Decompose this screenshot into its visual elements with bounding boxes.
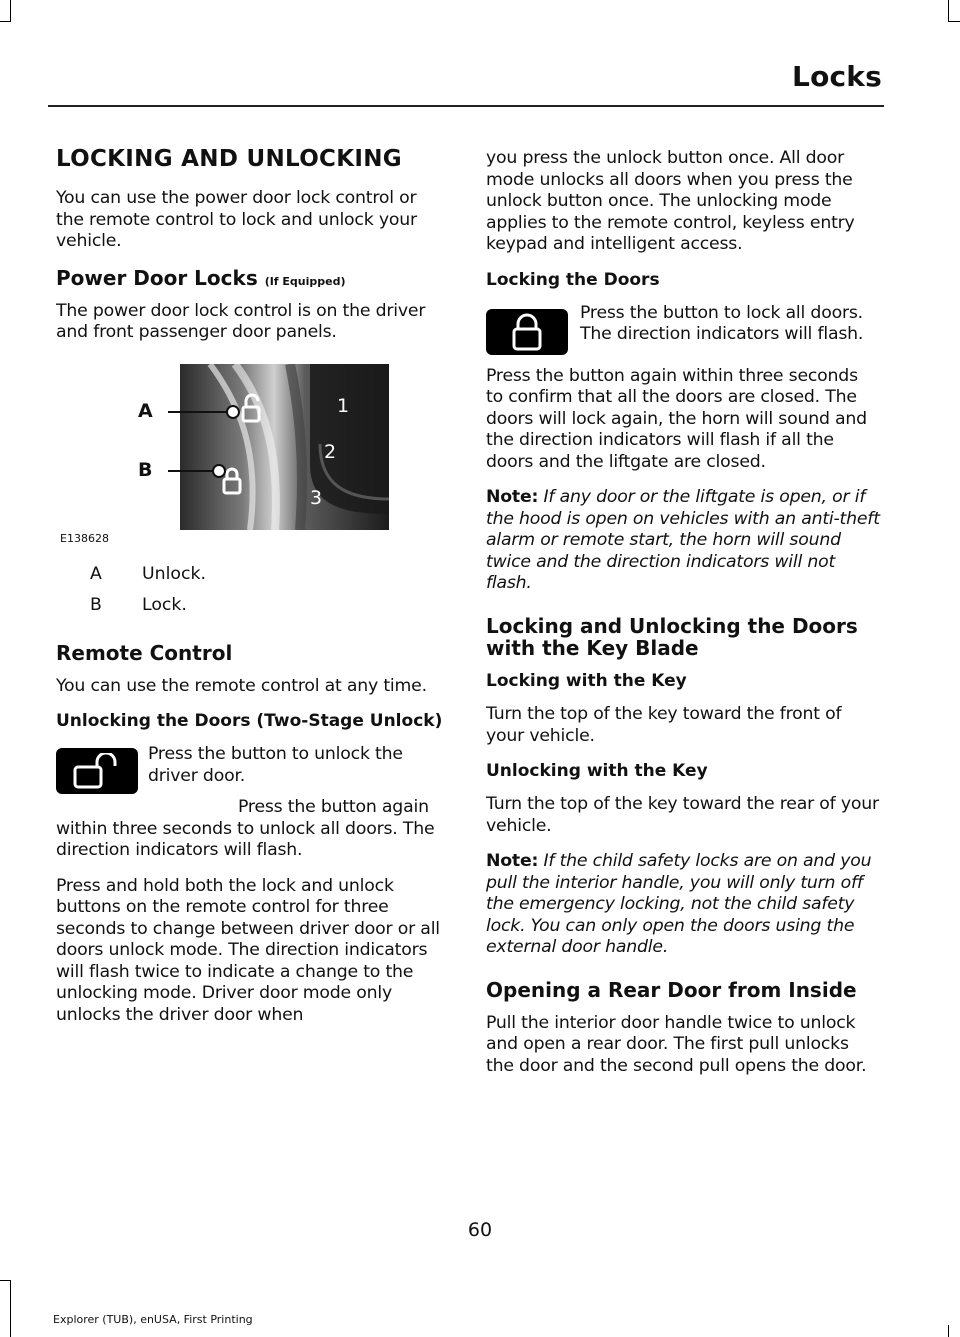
intro-paragraph: You can use the power door lock control or the remote control to lock and unlock your vehicle. — [56, 188, 417, 251]
remote-paragraph: You can use the remote control at any time. — [56, 675, 427, 696]
note-1 — [486, 487, 880, 595]
figure-number-2: 2 — [324, 440, 337, 463]
figure-label-b: B — [138, 458, 153, 481]
unlock-paragraph-1: Press the button to unlock the driver door. — [148, 744, 403, 786]
crop-mark-top-right-v — [948, 0, 949, 22]
footer-edition: Explorer (TUB), enUSA, First Printing — [53, 1313, 253, 1326]
crop-mark-bottom-right-v — [948, 1325, 949, 1337]
door-panel-photo — [180, 364, 389, 530]
legend-row-b — [56, 595, 448, 616]
figure-label-a: A — [138, 399, 153, 422]
lock-padlock-icon — [507, 312, 547, 352]
heading-opening-rear-door: Opening a Rear Door from Inside — [486, 977, 857, 1002]
crop-mark-bottom-left-h — [0, 1280, 10, 1281]
legend-key-a: A — [90, 563, 102, 584]
heading-key-blade: Locking and Unlocking the Doors with the Key Blade — [486, 613, 858, 660]
figure-number-1: 1 — [337, 394, 350, 417]
heading-power-door-locks — [56, 267, 448, 289]
lock-button-image — [486, 309, 568, 355]
legend-row-a — [56, 564, 448, 585]
header-rule — [48, 105, 884, 107]
heading-locking-doors: Locking the Doors — [486, 269, 660, 290]
unlock-button-image — [56, 748, 138, 794]
note-2-label: Note: — [486, 851, 539, 872]
callout-line-b — [168, 470, 218, 472]
figure-code: E138628 — [60, 531, 109, 545]
unlock-continued-paragraph: you press the unlock button once. All door mode unlocks all doors when you press the unlock button once. The unlocking mode applies to the remote control, keyless entry keypad and intelligent access. — [486, 148, 855, 254]
lock-text — [580, 303, 880, 356]
if-equipped-note: (If Equipped) — [264, 274, 346, 288]
heading-locking-with-key: Locking with the Key — [486, 670, 687, 691]
crop-mark-top-left-h — [0, 21, 10, 22]
legend-value-a: Unlock. — [142, 563, 206, 584]
unlock-padlock-icon — [71, 753, 123, 789]
rear-door-paragraph: Pull the interior door handle twice to unlock and open a rear door. The first pull unlocks the door and the second pull opens the door. — [486, 1012, 867, 1076]
lock-key-paragraph: Turn the top of the key toward the front of your vehicle. — [486, 704, 842, 746]
note-1-label: Note: — [486, 487, 539, 508]
callout-dot-a — [226, 405, 240, 419]
crop-mark-top-left-v — [10, 0, 11, 22]
unlock-paragraph-2: Press the button again within three seconds to unlock all doors. The direction indicators will flash. — [56, 797, 435, 861]
legend-key-b: B — [90, 594, 102, 615]
figure-number-3: 3 — [310, 486, 323, 509]
heading-unlocking-doors: Unlocking the Doors (Two-Stage Unlock) — [56, 711, 443, 731]
lock-paragraph-1: Press the button to lock all doors. The direction indicators will flash. — [580, 302, 864, 345]
heading-remote-control: Remote Control — [56, 640, 233, 665]
unlock-key-paragraph: Turn the top of the key toward the rear of your vehicle. — [486, 794, 879, 836]
unlock-block — [56, 744, 448, 876]
right-column — [486, 148, 880, 1091]
note-2-text: If the child safety locks are on and you pull the interior handle, you will only turn off the emergency locking, not the child safety lock. You can only open the doors using the external door handle. — [486, 851, 872, 958]
heading-power-door-locks-text: Power Door Locks — [56, 265, 258, 290]
crop-mark-bottom-left-v — [10, 1280, 11, 1337]
lock-paragraph-2: Press the button again within three seconds to confirm that all the doors are closed. The doors will lock again, the horn will sound and the direction indicators will flash if all the doors and the liftgate are closed. — [486, 365, 867, 472]
power-lock-paragraph: The power door lock control is on the driver and front passenger door panels. — [56, 300, 426, 342]
callout-dot-b — [212, 464, 226, 478]
page-number: 60 — [467, 1219, 493, 1241]
lock-block — [486, 303, 880, 356]
note-2 — [486, 851, 880, 959]
page-header-title: Locks — [792, 60, 882, 93]
crop-mark-top-right-h — [949, 21, 960, 22]
heading-locking-unlocking: LOCKING AND UNLOCKING — [56, 146, 402, 172]
note-1-text: If any door or the liftgate is open, or if the hood is open on vehicles with an anti-theft alarm or remote start, the horn will sound twice and the direction indicators will not flash. — [486, 487, 880, 594]
heading-unlocking-with-key: Unlocking with the Key — [486, 761, 708, 781]
legend-value-b: Lock. — [142, 594, 187, 615]
door-lock-control-figure — [56, 364, 448, 550]
unlock-paragraph-3: Press and hold both the lock and unlock buttons on the remote control for three seconds to change between driver door or all doors unlock mode. The direction indicators will flash twice to indicate a change to the unlocking mode. Driver door mode only unlocks the driver door when — [56, 875, 440, 1025]
callout-line-a — [168, 411, 230, 413]
left-column — [56, 146, 448, 1040]
